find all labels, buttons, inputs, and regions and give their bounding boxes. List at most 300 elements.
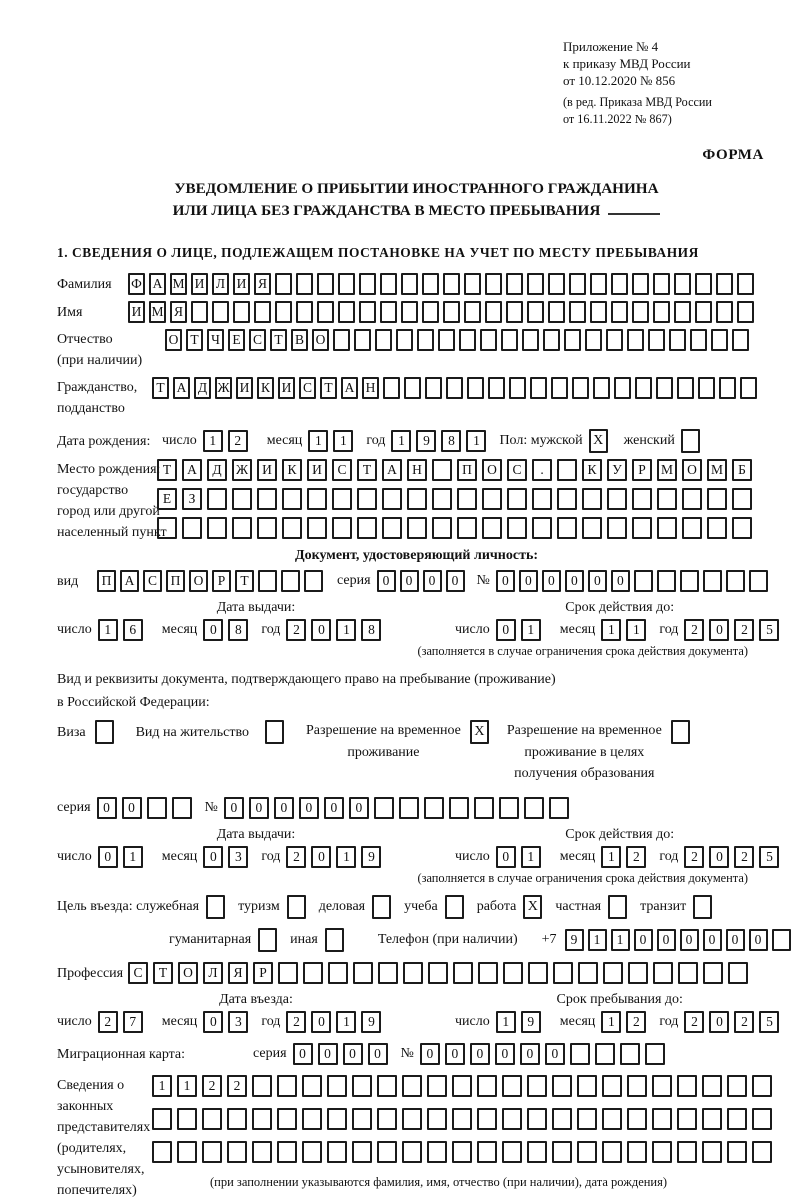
char-cell[interactable]: 1 — [98, 619, 118, 641]
char-cell[interactable] — [382, 488, 402, 510]
char-cell[interactable] — [728, 962, 748, 984]
char-cell[interactable] — [657, 488, 677, 510]
char-cell[interactable] — [707, 517, 727, 539]
char-cell[interactable]: 1 — [601, 619, 621, 641]
char-cell[interactable] — [524, 797, 544, 819]
char-cell[interactable] — [522, 329, 539, 351]
char-cell[interactable] — [527, 1141, 547, 1163]
char-cell[interactable]: 0 — [657, 929, 676, 951]
char-cell[interactable] — [702, 1075, 722, 1097]
char-cell[interactable] — [427, 1075, 447, 1097]
char-cell[interactable]: 1 — [391, 430, 411, 452]
char-cell[interactable] — [352, 1108, 372, 1130]
char-cell[interactable] — [548, 273, 565, 295]
char-cell[interactable] — [477, 1141, 497, 1163]
temp-residence-edu-checkbox[interactable] — [671, 720, 690, 744]
residence-permit-checkbox[interactable] — [265, 720, 284, 744]
char-cell[interactable] — [527, 1075, 547, 1097]
char-cell[interactable] — [354, 329, 371, 351]
char-cell[interactable] — [677, 1108, 697, 1130]
char-cell[interactable] — [752, 1108, 772, 1130]
purpose-transit-checkbox[interactable] — [693, 895, 712, 919]
char-cell[interactable] — [553, 962, 573, 984]
char-cell[interactable] — [682, 488, 702, 510]
char-cell[interactable] — [620, 1043, 640, 1065]
char-cell[interactable] — [656, 377, 673, 399]
char-cell[interactable] — [332, 488, 352, 510]
char-cell[interactable] — [752, 1141, 772, 1163]
char-cell[interactable]: 2 — [228, 430, 248, 452]
char-cell[interactable] — [403, 962, 423, 984]
char-cell[interactable]: П — [457, 459, 477, 481]
char-cell[interactable] — [732, 329, 749, 351]
char-cell[interactable] — [459, 329, 476, 351]
char-cell[interactable] — [719, 377, 736, 399]
char-cell[interactable] — [207, 517, 227, 539]
purpose-tourism-checkbox[interactable] — [287, 895, 306, 919]
char-cell[interactable]: 1 — [336, 846, 356, 868]
char-cell[interactable] — [422, 301, 439, 323]
char-cell[interactable]: Е — [228, 329, 245, 351]
char-cell[interactable] — [480, 329, 497, 351]
char-cell[interactable]: О — [178, 962, 198, 984]
char-cell[interactable]: 0 — [324, 797, 344, 819]
char-cell[interactable] — [727, 1075, 747, 1097]
char-cell[interactable] — [452, 1075, 472, 1097]
char-cell[interactable] — [278, 962, 298, 984]
char-cell[interactable] — [252, 1108, 272, 1130]
char-cell[interactable] — [338, 273, 355, 295]
char-cell[interactable]: 2 — [286, 846, 306, 868]
char-cell[interactable]: К — [282, 459, 302, 481]
char-cell[interactable]: О — [482, 459, 502, 481]
char-cell[interactable] — [383, 377, 400, 399]
char-cell[interactable]: 1 — [496, 1011, 516, 1033]
char-cell[interactable] — [653, 301, 670, 323]
char-cell[interactable]: А — [120, 570, 139, 592]
char-cell[interactable] — [172, 797, 192, 819]
visa-checkbox[interactable] — [95, 720, 114, 744]
char-cell[interactable] — [182, 517, 202, 539]
char-cell[interactable] — [602, 1075, 622, 1097]
char-cell[interactable]: 8 — [361, 619, 381, 641]
char-cell[interactable] — [327, 1075, 347, 1097]
char-cell[interactable]: Я — [170, 301, 187, 323]
char-cell[interactable] — [474, 797, 494, 819]
char-cell[interactable] — [627, 1075, 647, 1097]
char-cell[interactable] — [452, 1141, 472, 1163]
char-cell[interactable]: И — [278, 377, 295, 399]
char-cell[interactable] — [677, 1141, 697, 1163]
char-cell[interactable] — [657, 570, 676, 592]
char-cell[interactable] — [353, 962, 373, 984]
char-cell[interactable]: 0 — [542, 570, 561, 592]
char-cell[interactable] — [582, 517, 602, 539]
char-cell[interactable] — [302, 1141, 322, 1163]
char-cell[interactable]: А — [341, 377, 358, 399]
char-cell[interactable]: 1 — [336, 619, 356, 641]
char-cell[interactable]: Т — [320, 377, 337, 399]
char-cell[interactable] — [401, 273, 418, 295]
char-cell[interactable] — [281, 570, 300, 592]
char-cell[interactable] — [338, 301, 355, 323]
char-cell[interactable] — [377, 1108, 397, 1130]
char-cell[interactable]: А — [149, 273, 166, 295]
char-cell[interactable] — [552, 1141, 572, 1163]
char-cell[interactable] — [695, 273, 712, 295]
char-cell[interactable]: 0 — [203, 1011, 223, 1033]
char-cell[interactable] — [407, 517, 427, 539]
char-cell[interactable] — [282, 488, 302, 510]
char-cell[interactable] — [552, 1075, 572, 1097]
char-cell[interactable] — [296, 273, 313, 295]
char-cell[interactable] — [606, 329, 623, 351]
char-cell[interactable] — [457, 488, 477, 510]
char-cell[interactable] — [648, 329, 665, 351]
char-cell[interactable] — [359, 301, 376, 323]
char-cell[interactable]: 0 — [318, 1043, 338, 1065]
char-cell[interactable] — [296, 301, 313, 323]
char-cell[interactable] — [317, 301, 334, 323]
char-cell[interactable] — [577, 1141, 597, 1163]
char-cell[interactable] — [485, 301, 502, 323]
char-cell[interactable]: 0 — [293, 1043, 313, 1065]
char-cell[interactable]: А — [182, 459, 202, 481]
char-cell[interactable] — [507, 488, 527, 510]
char-cell[interactable]: 0 — [311, 619, 331, 641]
char-cell[interactable]: 0 — [726, 929, 745, 951]
char-cell[interactable] — [328, 962, 348, 984]
char-cell[interactable] — [207, 488, 227, 510]
char-cell[interactable]: К — [257, 377, 274, 399]
char-cell[interactable]: 8 — [228, 619, 248, 641]
char-cell[interactable] — [485, 273, 502, 295]
char-cell[interactable]: Ч — [207, 329, 224, 351]
char-cell[interactable]: 2 — [734, 619, 754, 641]
char-cell[interactable] — [657, 517, 677, 539]
char-cell[interactable]: 1 — [626, 619, 646, 641]
char-cell[interactable] — [585, 329, 602, 351]
char-cell[interactable] — [499, 797, 519, 819]
char-cell[interactable] — [711, 329, 728, 351]
char-cell[interactable] — [557, 459, 577, 481]
temp-residence-checkbox[interactable]: X — [470, 720, 489, 744]
char-cell[interactable] — [303, 962, 323, 984]
char-cell[interactable] — [632, 488, 652, 510]
char-cell[interactable] — [577, 1075, 597, 1097]
char-cell[interactable] — [152, 1108, 172, 1130]
char-cell[interactable] — [506, 273, 523, 295]
char-cell[interactable]: 0 — [203, 619, 223, 641]
char-cell[interactable]: С — [143, 570, 162, 592]
char-cell[interactable]: 0 — [343, 1043, 363, 1065]
char-cell[interactable]: 2 — [684, 619, 704, 641]
char-cell[interactable] — [177, 1108, 197, 1130]
char-cell[interactable]: О — [682, 459, 702, 481]
char-cell[interactable] — [727, 1141, 747, 1163]
char-cell[interactable]: Т — [152, 377, 169, 399]
char-cell[interactable] — [726, 570, 745, 592]
char-cell[interactable]: 2 — [202, 1075, 222, 1097]
char-cell[interactable]: 0 — [400, 570, 419, 592]
char-cell[interactable]: 9 — [361, 1011, 381, 1033]
char-cell[interactable] — [482, 517, 502, 539]
char-cell[interactable]: У — [607, 459, 627, 481]
char-cell[interactable]: Т — [270, 329, 287, 351]
char-cell[interactable]: 0 — [203, 846, 223, 868]
char-cell[interactable] — [402, 1075, 422, 1097]
char-cell[interactable] — [478, 962, 498, 984]
char-cell[interactable] — [227, 1108, 247, 1130]
char-cell[interactable] — [432, 459, 452, 481]
char-cell[interactable] — [695, 301, 712, 323]
char-cell[interactable] — [669, 329, 686, 351]
char-cell[interactable]: 9 — [565, 929, 584, 951]
char-cell[interactable]: Т — [357, 459, 377, 481]
char-cell[interactable]: И — [236, 377, 253, 399]
char-cell[interactable] — [317, 273, 334, 295]
char-cell[interactable] — [532, 517, 552, 539]
char-cell[interactable]: 0 — [470, 1043, 490, 1065]
char-cell[interactable]: 5 — [759, 1011, 779, 1033]
char-cell[interactable] — [653, 273, 670, 295]
char-cell[interactable] — [716, 273, 733, 295]
char-cell[interactable] — [557, 488, 577, 510]
char-cell[interactable] — [590, 301, 607, 323]
char-cell[interactable] — [732, 517, 752, 539]
char-cell[interactable] — [378, 962, 398, 984]
char-cell[interactable] — [595, 1043, 615, 1065]
char-cell[interactable] — [333, 329, 350, 351]
char-cell[interactable] — [677, 1075, 697, 1097]
char-cell[interactable] — [380, 273, 397, 295]
char-cell[interactable] — [452, 1108, 472, 1130]
char-cell[interactable]: 1 — [588, 929, 607, 951]
char-cell[interactable] — [680, 570, 699, 592]
char-cell[interactable]: Е — [157, 488, 177, 510]
char-cell[interactable] — [380, 301, 397, 323]
char-cell[interactable]: 0 — [274, 797, 294, 819]
char-cell[interactable]: М — [170, 273, 187, 295]
char-cell[interactable]: И — [233, 273, 250, 295]
char-cell[interactable] — [507, 517, 527, 539]
char-cell[interactable] — [772, 929, 791, 951]
char-cell[interactable] — [632, 517, 652, 539]
char-cell[interactable]: 0 — [349, 797, 369, 819]
char-cell[interactable] — [502, 1108, 522, 1130]
purpose-work-checkbox[interactable]: X — [523, 895, 542, 919]
char-cell[interactable] — [407, 488, 427, 510]
char-cell[interactable] — [682, 517, 702, 539]
char-cell[interactable]: 1 — [601, 846, 621, 868]
char-cell[interactable]: 1 — [177, 1075, 197, 1097]
char-cell[interactable] — [252, 1075, 272, 1097]
char-cell[interactable]: 2 — [684, 846, 704, 868]
char-cell[interactable] — [449, 797, 469, 819]
char-cell[interactable] — [152, 1141, 172, 1163]
char-cell[interactable]: С — [249, 329, 266, 351]
char-cell[interactable] — [402, 1141, 422, 1163]
char-cell[interactable] — [674, 301, 691, 323]
char-cell[interactable]: 2 — [227, 1075, 247, 1097]
char-cell[interactable]: 0 — [545, 1043, 565, 1065]
char-cell[interactable] — [652, 1141, 672, 1163]
char-cell[interactable]: Т — [153, 962, 173, 984]
char-cell[interactable] — [252, 1141, 272, 1163]
char-cell[interactable] — [543, 329, 560, 351]
char-cell[interactable] — [635, 377, 652, 399]
char-cell[interactable] — [532, 488, 552, 510]
char-cell[interactable] — [257, 517, 277, 539]
char-cell[interactable] — [254, 301, 271, 323]
char-cell[interactable] — [690, 329, 707, 351]
char-cell[interactable] — [590, 273, 607, 295]
char-cell[interactable]: Ф — [128, 273, 145, 295]
char-cell[interactable] — [277, 1141, 297, 1163]
char-cell[interactable]: 0 — [749, 929, 768, 951]
char-cell[interactable]: 1 — [308, 430, 328, 452]
char-cell[interactable] — [275, 301, 292, 323]
char-cell[interactable] — [549, 797, 569, 819]
char-cell[interactable]: 1 — [601, 1011, 621, 1033]
char-cell[interactable]: 0 — [496, 570, 515, 592]
char-cell[interactable] — [482, 488, 502, 510]
char-cell[interactable] — [737, 273, 754, 295]
char-cell[interactable] — [564, 329, 581, 351]
char-cell[interactable] — [275, 273, 292, 295]
char-cell[interactable] — [737, 301, 754, 323]
char-cell[interactable] — [702, 1108, 722, 1130]
char-cell[interactable] — [191, 301, 208, 323]
purpose-study-checkbox[interactable] — [445, 895, 464, 919]
char-cell[interactable]: 6 — [123, 619, 143, 641]
char-cell[interactable] — [707, 488, 727, 510]
char-cell[interactable] — [603, 962, 623, 984]
char-cell[interactable]: 0 — [445, 1043, 465, 1065]
char-cell[interactable] — [628, 962, 648, 984]
char-cell[interactable] — [551, 377, 568, 399]
char-cell[interactable] — [502, 1141, 522, 1163]
char-cell[interactable] — [749, 570, 768, 592]
char-cell[interactable] — [401, 301, 418, 323]
char-cell[interactable] — [232, 488, 252, 510]
char-cell[interactable]: 1 — [521, 846, 541, 868]
char-cell[interactable]: 2 — [98, 1011, 118, 1033]
char-cell[interactable]: О — [165, 329, 182, 351]
char-cell[interactable] — [302, 1075, 322, 1097]
char-cell[interactable]: 0 — [496, 846, 516, 868]
char-cell[interactable] — [627, 1141, 647, 1163]
char-cell[interactable]: Т — [157, 459, 177, 481]
char-cell[interactable]: 0 — [368, 1043, 388, 1065]
char-cell[interactable] — [352, 1075, 372, 1097]
char-cell[interactable] — [352, 1141, 372, 1163]
char-cell[interactable] — [502, 1075, 522, 1097]
char-cell[interactable]: Н — [362, 377, 379, 399]
char-cell[interactable] — [572, 377, 589, 399]
char-cell[interactable]: В — [291, 329, 308, 351]
char-cell[interactable] — [653, 962, 673, 984]
char-cell[interactable]: 1 — [123, 846, 143, 868]
char-cell[interactable] — [569, 273, 586, 295]
char-cell[interactable]: 0 — [703, 929, 722, 951]
char-cell[interactable] — [382, 517, 402, 539]
char-cell[interactable] — [427, 1108, 447, 1130]
purpose-business-checkbox[interactable] — [372, 895, 391, 919]
char-cell[interactable] — [453, 962, 473, 984]
char-cell[interactable] — [375, 329, 392, 351]
char-cell[interactable]: 0 — [709, 619, 729, 641]
char-cell[interactable]: 2 — [286, 619, 306, 641]
char-cell[interactable] — [632, 301, 649, 323]
char-cell[interactable] — [703, 570, 722, 592]
purpose-other-checkbox[interactable] — [325, 928, 344, 952]
char-cell[interactable] — [425, 377, 442, 399]
char-cell[interactable] — [506, 301, 523, 323]
char-cell[interactable]: М — [707, 459, 727, 481]
char-cell[interactable]: М — [149, 301, 166, 323]
char-cell[interactable]: 0 — [377, 570, 396, 592]
char-cell[interactable]: Л — [212, 273, 229, 295]
char-cell[interactable] — [645, 1043, 665, 1065]
char-cell[interactable]: О — [189, 570, 208, 592]
char-cell[interactable]: 0 — [122, 797, 142, 819]
char-cell[interactable]: 0 — [97, 797, 117, 819]
char-cell[interactable]: 9 — [521, 1011, 541, 1033]
char-cell[interactable] — [569, 301, 586, 323]
char-cell[interactable] — [501, 329, 518, 351]
char-cell[interactable]: 2 — [684, 1011, 704, 1033]
char-cell[interactable] — [427, 1141, 447, 1163]
char-cell[interactable]: М — [657, 459, 677, 481]
char-cell[interactable] — [488, 377, 505, 399]
char-cell[interactable] — [202, 1108, 222, 1130]
char-cell[interactable]: 0 — [224, 797, 244, 819]
char-cell[interactable] — [147, 797, 167, 819]
char-cell[interactable] — [627, 1108, 647, 1130]
char-cell[interactable] — [614, 377, 631, 399]
char-cell[interactable] — [698, 377, 715, 399]
char-cell[interactable] — [357, 517, 377, 539]
char-cell[interactable]: Н — [407, 459, 427, 481]
char-cell[interactable] — [377, 1141, 397, 1163]
char-cell[interactable] — [634, 570, 653, 592]
char-cell[interactable]: Я — [254, 273, 271, 295]
char-cell[interactable]: 3 — [228, 846, 248, 868]
char-cell[interactable]: 2 — [286, 1011, 306, 1033]
char-cell[interactable] — [404, 377, 421, 399]
char-cell[interactable] — [377, 1075, 397, 1097]
char-cell[interactable] — [464, 273, 481, 295]
char-cell[interactable] — [611, 273, 628, 295]
male-checkbox[interactable]: X — [589, 429, 608, 453]
char-cell[interactable] — [422, 273, 439, 295]
char-cell[interactable] — [602, 1141, 622, 1163]
char-cell[interactable] — [277, 1108, 297, 1130]
char-cell[interactable]: Р — [632, 459, 652, 481]
char-cell[interactable]: 0 — [709, 846, 729, 868]
char-cell[interactable] — [232, 517, 252, 539]
char-cell[interactable]: Т — [235, 570, 254, 592]
char-cell[interactable] — [428, 962, 448, 984]
char-cell[interactable] — [557, 517, 577, 539]
char-cell[interactable] — [527, 1108, 547, 1130]
purpose-official-checkbox[interactable] — [206, 895, 225, 919]
char-cell[interactable]: 0 — [423, 570, 442, 592]
char-cell[interactable] — [703, 962, 723, 984]
char-cell[interactable]: 1 — [521, 619, 541, 641]
char-cell[interactable] — [552, 1108, 572, 1130]
